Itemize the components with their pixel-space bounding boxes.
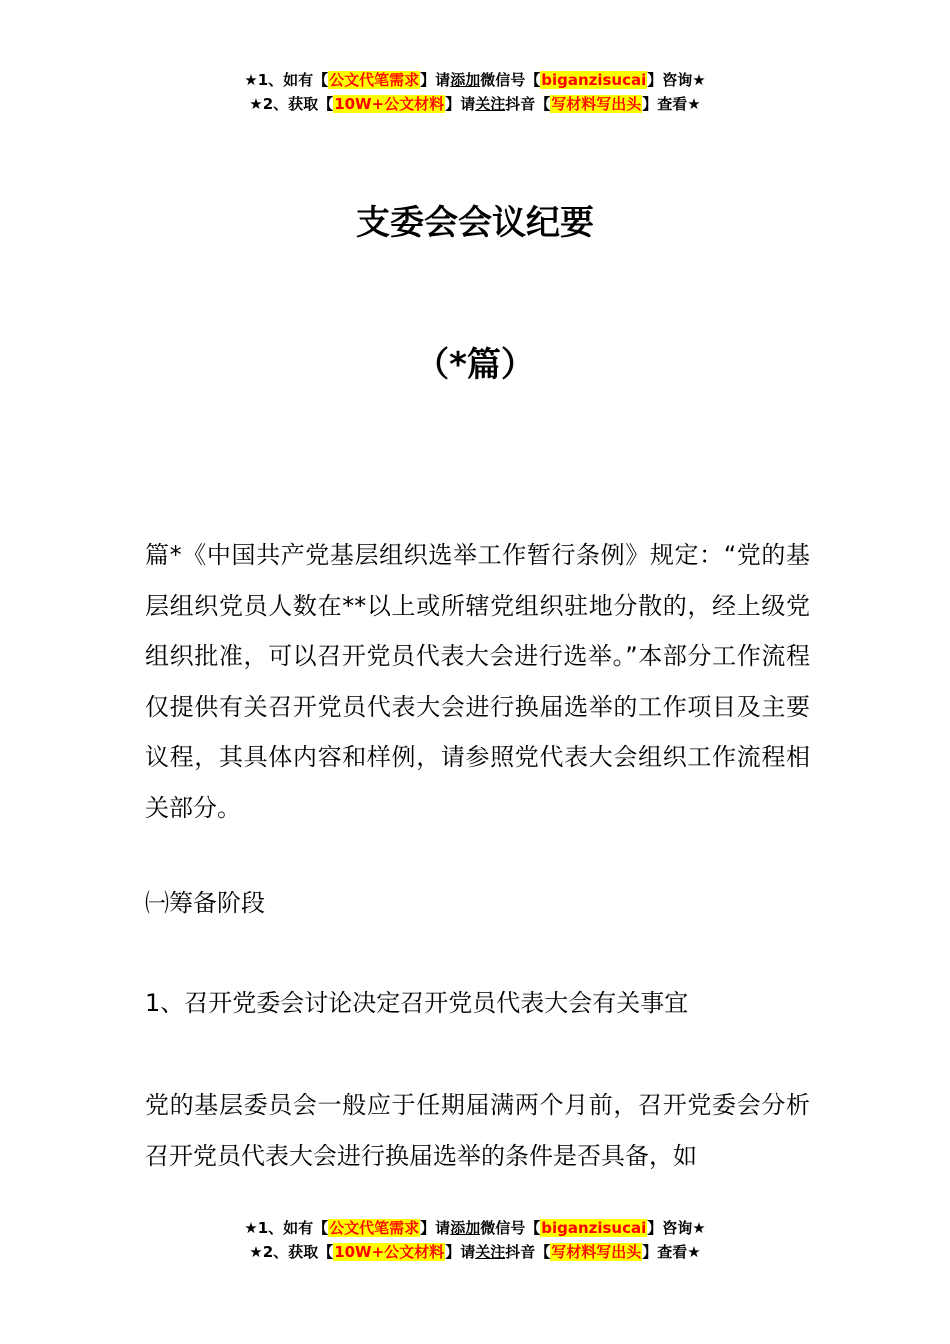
banner-highlight: 写材料写出头 bbox=[551, 95, 642, 113]
banner-highlight: 10W+公文材料 bbox=[334, 95, 445, 113]
banner-text: 】请 bbox=[445, 1243, 476, 1261]
banner-text: 微信号【 bbox=[480, 71, 541, 89]
body-paragraph: 党的基层委员会一般应于任期届满两个月前，召开党委会分析召开党员代表大会进行换届选举的条件是否具备，如 bbox=[145, 1091, 810, 1170]
document-title: 支委会会议纪要 bbox=[356, 203, 594, 243]
banner-highlight: 公文代笔需求 bbox=[329, 71, 420, 89]
banner-line-1 bbox=[0, 1216, 950, 1240]
banner-text: 抖音【 bbox=[505, 95, 551, 113]
banner-highlight: 写材料写出头 bbox=[551, 1243, 642, 1261]
banner-line-1 bbox=[0, 68, 950, 92]
banner-underlined: 关注 bbox=[475, 1243, 506, 1261]
banner-line-2 bbox=[0, 92, 950, 116]
banner-text: ★1、如有【 bbox=[244, 1219, 329, 1237]
banner-text: 】咨询★ bbox=[647, 1219, 706, 1237]
banner-underlined: 添加 bbox=[450, 1219, 481, 1237]
section-heading: ㈠筹备阶段 bbox=[145, 889, 265, 917]
subsection-heading: 1、召开党委会讨论决定召开党员代表大会有关事宜 bbox=[145, 989, 689, 1017]
banner-text: 】请 bbox=[420, 71, 451, 89]
body-paragraph: 篇*《中国共产党基层组织选举工作暂行条例》规定：“党的基层组织党员人数在**以上或所辖党组织驻地分散的，经上级党组织批准，可以召开党员代表大会进行选举。”本部分工作流程仅提供有关召开党员代表大会进行换届选举的工作项目及主要议程，其具体内容和样例，请参照党代表大会组织工作流程相关部分。 bbox=[145, 541, 810, 822]
banner-underlined: 添加 bbox=[450, 71, 481, 89]
footer-banner bbox=[0, 1216, 950, 1264]
banner-highlight: biganzisucai bbox=[541, 1219, 647, 1237]
banner-text: 微信号【 bbox=[480, 1219, 541, 1237]
banner-text: ★2、获取【 bbox=[249, 1243, 334, 1261]
banner-text: 】查看★ bbox=[642, 1243, 701, 1261]
header-banner bbox=[0, 68, 950, 116]
banner-text: ★1、如有【 bbox=[244, 71, 329, 89]
banner-text: 抖音【 bbox=[505, 1243, 551, 1261]
banner-underlined: 关注 bbox=[475, 95, 506, 113]
banner-text: 】查看★ bbox=[642, 95, 701, 113]
banner-highlight: 10W+公文材料 bbox=[334, 1243, 445, 1261]
banner-highlight: biganzisucai bbox=[541, 71, 647, 89]
banner-text: ★2、获取【 bbox=[249, 95, 334, 113]
banner-text: 】咨询★ bbox=[647, 71, 706, 89]
banner-text: 】请 bbox=[445, 95, 476, 113]
document-subtitle: （*篇） bbox=[415, 345, 535, 385]
banner-highlight: 公文代笔需求 bbox=[329, 1219, 420, 1237]
banner-line-2 bbox=[0, 1240, 950, 1264]
banner-text: 】请 bbox=[420, 1219, 451, 1237]
